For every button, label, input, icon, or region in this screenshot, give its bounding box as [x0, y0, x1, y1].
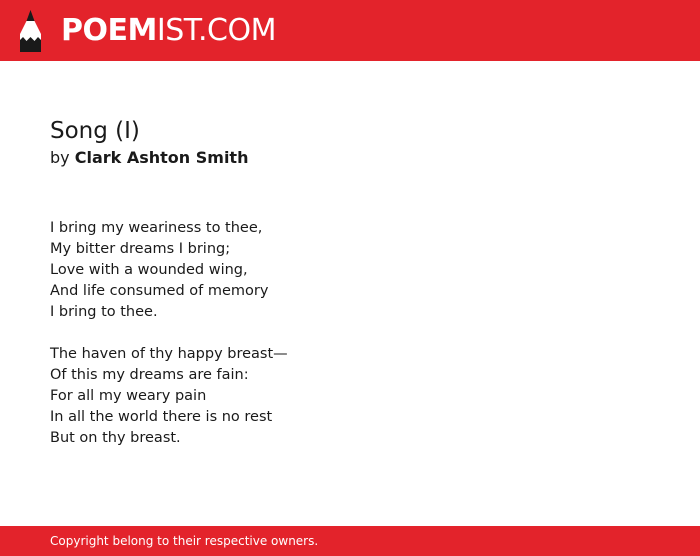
- brand-light-text: IST.COM: [156, 12, 276, 48]
- site-header: [0, 0, 700, 61]
- poem-line: I bring my weariness to thee,: [50, 220, 263, 236]
- stanza-1: [50, 218, 650, 323]
- poem-line: And life consumed of memory: [50, 283, 269, 299]
- poem-line: My bitter dreams I bring;: [50, 241, 231, 257]
- poem-title: Song (I): [50, 118, 140, 144]
- pencil-logo-icon: [17, 10, 44, 52]
- poem-line: The haven of thy happy breast—: [50, 346, 288, 362]
- by-prefix: by: [50, 148, 70, 167]
- poem-line: I bring to thee.: [50, 304, 158, 320]
- poem-line: But on thy breast.: [50, 430, 181, 446]
- poem-body: [50, 218, 650, 449]
- author-link[interactable]: Clark Ashton Smith: [74, 148, 249, 167]
- home-logo-link[interactable]: [17, 10, 276, 52]
- stanza-2: [50, 344, 650, 449]
- poem-line: Love with a wounded wing,: [50, 262, 248, 278]
- poem-line: Of this my dreams are fain:: [50, 367, 249, 383]
- poem-line: For all my weary pain: [50, 388, 207, 404]
- poem-content: [50, 116, 650, 470]
- byline: [50, 148, 650, 168]
- brand-strong-text: POEM: [61, 12, 157, 48]
- copyright-text: Copyright belong to their respective owners.: [50, 534, 319, 548]
- site-brand: [61, 12, 276, 48]
- site-footer: [0, 526, 700, 556]
- poem-line: In all the world there is no rest: [50, 409, 273, 425]
